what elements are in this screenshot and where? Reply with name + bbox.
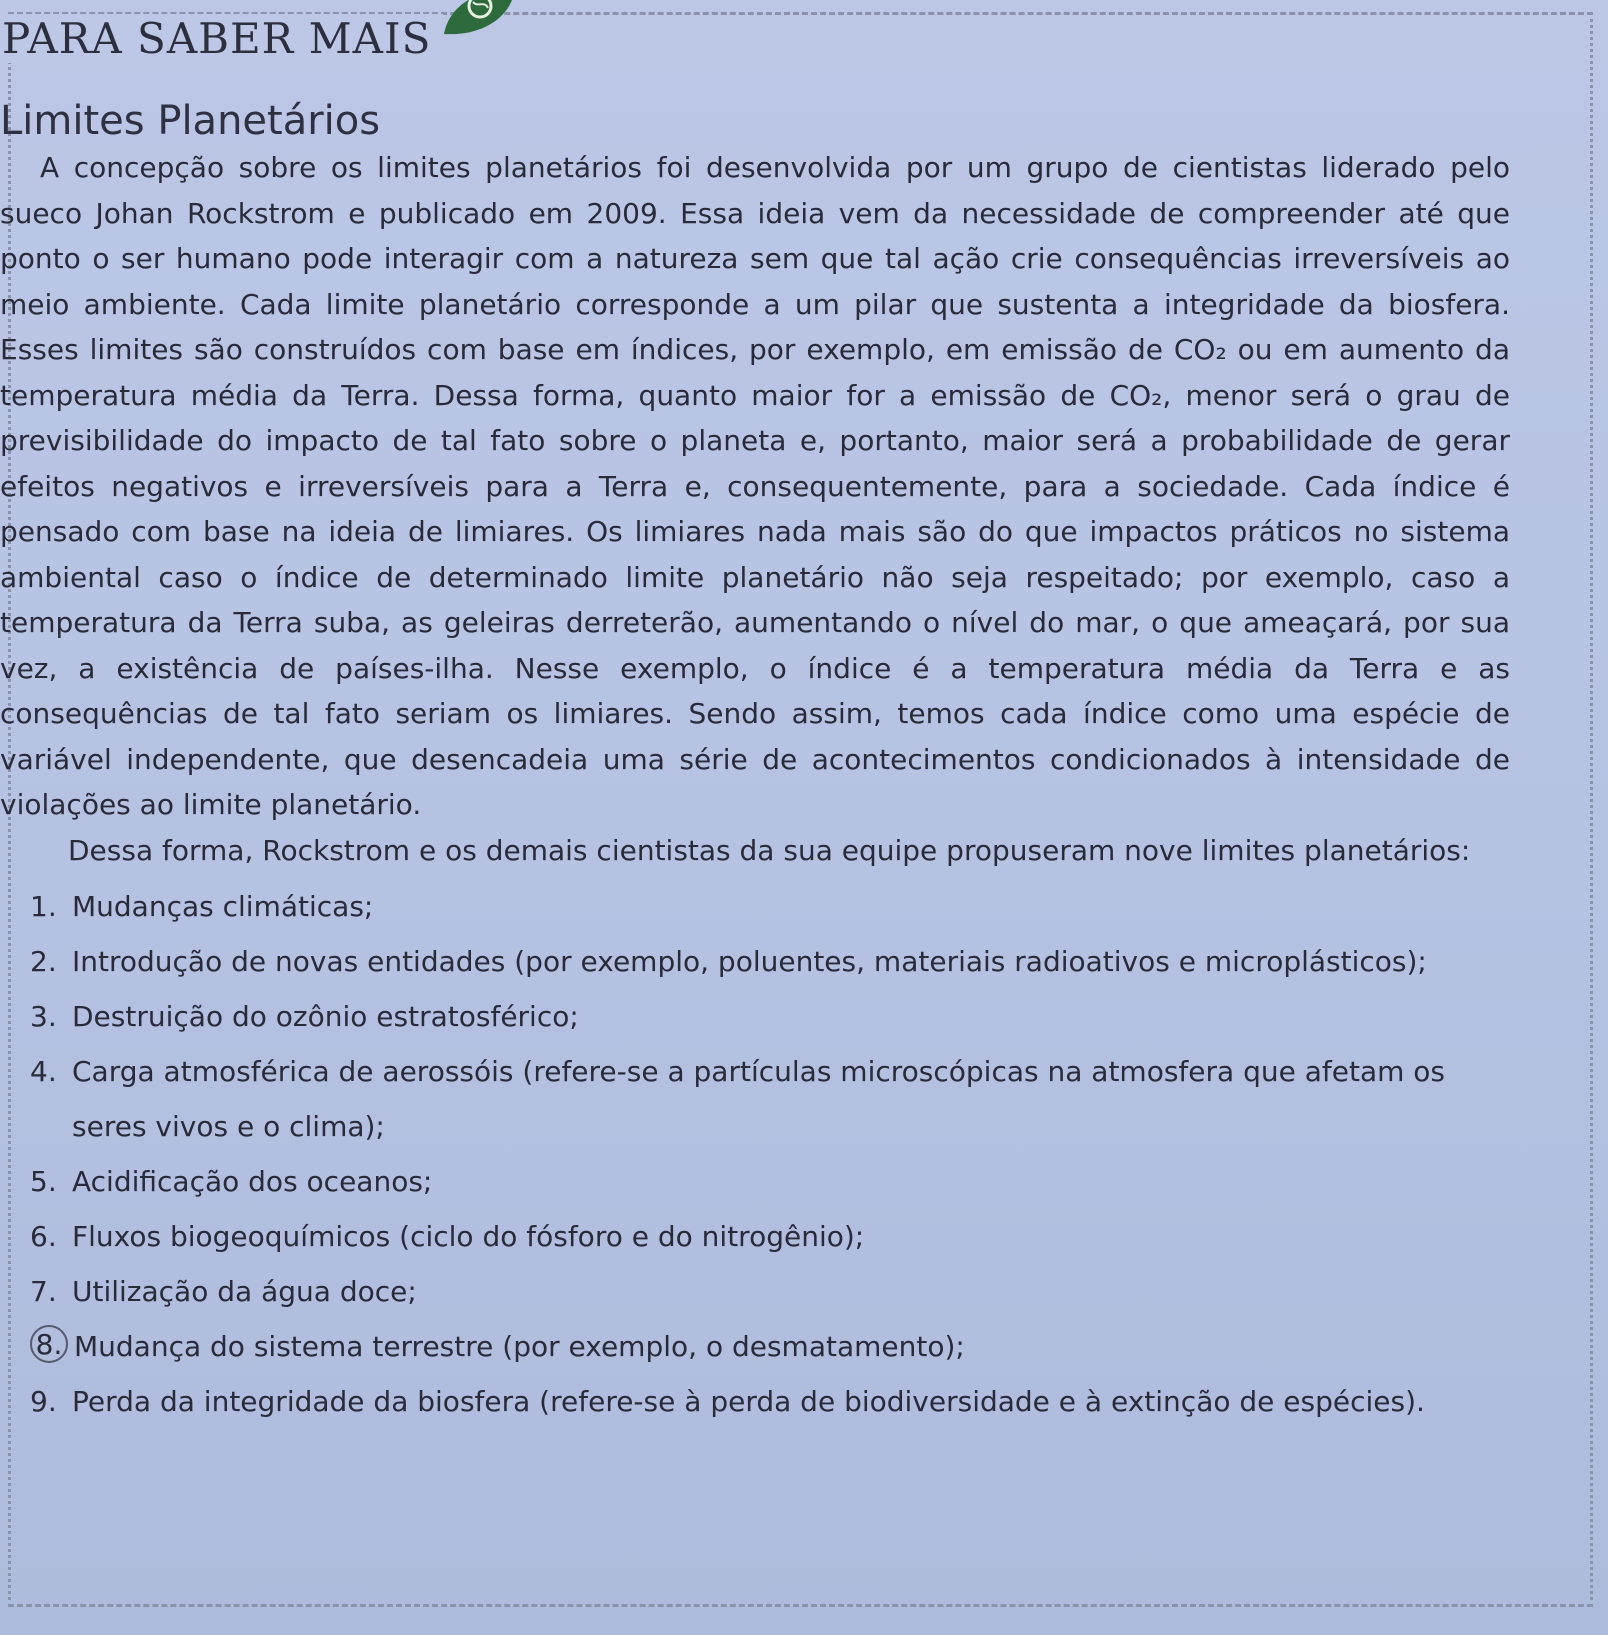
globe-leaf-icon bbox=[440, 0, 516, 40]
list-item-number: 9. bbox=[30, 1385, 57, 1418]
list-item bbox=[30, 1044, 1510, 1154]
list-item bbox=[30, 1319, 1510, 1374]
limits-list bbox=[0, 879, 1510, 1429]
list-item-text: Mudanças climáticas; bbox=[72, 890, 374, 923]
page-title: Limites Planetários bbox=[0, 98, 381, 144]
list-item bbox=[30, 989, 1510, 1044]
list-item-number: 7. bbox=[30, 1275, 57, 1308]
article-body bbox=[0, 145, 1510, 1429]
list-item bbox=[30, 1374, 1510, 1429]
list-item-text: Introdução de novas entidades (por exemplo, poluentes, materiais radioativos e microplásticos); bbox=[72, 945, 1427, 978]
list-item bbox=[30, 1154, 1510, 1209]
list-item-text: Utilização da água doce; bbox=[72, 1275, 417, 1308]
list-item bbox=[30, 1209, 1510, 1264]
list-item-number: 4. bbox=[30, 1055, 57, 1088]
list-item-text: Acidificação dos oceanos; bbox=[72, 1165, 433, 1198]
list-item-text: Carga atmosférica de aerossóis (refere-se a partículas microscópicas na atmosfera que afetam os seres vivos e o clima); bbox=[72, 1055, 1445, 1143]
list-item-text: Perda da integridade da biosfera (refere-se à perda de biodiversidade e à extinção de espécies). bbox=[72, 1385, 1425, 1418]
list-item bbox=[30, 934, 1510, 989]
section-label: PARA SABER MAIS bbox=[0, 14, 443, 63]
list-item-number-circled: 8. bbox=[30, 1325, 68, 1363]
list-item-text: Fluxos biogeoquímicos (ciclo do fósforo e do nitrogênio); bbox=[72, 1220, 865, 1253]
list-item-number: 2. bbox=[30, 945, 57, 978]
list-item bbox=[30, 1264, 1510, 1319]
list-item-number: 6. bbox=[30, 1220, 57, 1253]
paragraph-intro: A concepção sobre os limites planetários foi desenvolvida por um grupo de cientistas liderado pelo sueco Johan Rockstrom e publicado em 2009. Essa ideia vem da necessidade de compreender até que ponto o ser humano pode interagir com a natureza sem que tal ação crie consequências irreversíveis ao meio ambiente. Cada limite planetário corresponde a um pilar que sustenta a integridade da biosfera. Esses limites são construídos com base em índices, por exemplo, em emissão de CO₂ ou em aumento da temperatura média da Terra. Dessa forma, quanto maior for a emissão de CO₂, menor será o grau de previsibilidade do impacto de tal fato sobre o planeta e, portanto, maior será a probabilidade de gerar efeitos negativos e irreversíveis para a Terra e, consequentemente, para a sociedade. Cada índice é pensado com base na ideia de limiares. Os limiares nada mais são do que impactos práticos no sistema ambiental caso o índice de determinado limite planetário não seja respeitado; por exemplo, caso a temperatura da Terra suba, as geleiras derreterão, aumentando o nível do mar, o que ameaçará, por sua vez, a existência de países-ilha. Nesse exemplo, o índice é a temperatura média da Terra e as consequências de tal fato seriam os limiares. Sendo assim, temos cada índice como uma espécie de variável independente, que desencadeia uma série de acontecimentos condicionados à intensidade de violações ao limite planetário. bbox=[0, 151, 1510, 821]
list-item-text: Destruição do ozônio estratosférico; bbox=[72, 1000, 579, 1033]
list-item-text: Mudança do sistema terrestre (por exemplo, o desmatamento); bbox=[74, 1330, 965, 1363]
list-item bbox=[30, 879, 1510, 934]
paragraph-proposal: Dessa forma, Rockstrom e os demais cientistas da sua equipe propuseram nove limites planetários: bbox=[68, 833, 1471, 867]
list-item-number: 3. bbox=[30, 1000, 57, 1033]
list-item-number: 1. bbox=[30, 890, 57, 923]
list-item-number: 5. bbox=[30, 1165, 57, 1198]
